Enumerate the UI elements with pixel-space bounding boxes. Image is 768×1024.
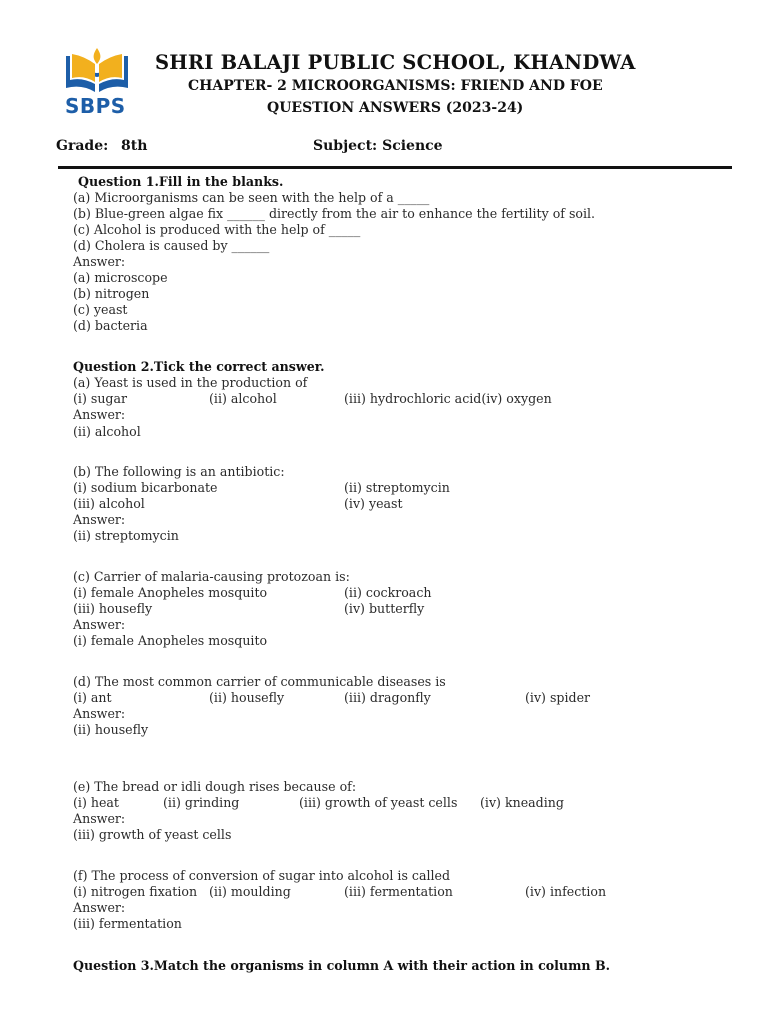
q2a-option: (i) sugar bbox=[73, 391, 128, 406]
grade-value: 8th bbox=[121, 138, 148, 154]
chapter-title: CHAPTER- 2 MICROORGANISMS: FRIEND AND FOE bbox=[188, 78, 603, 94]
q2d-option: (ii) housefly bbox=[209, 690, 285, 705]
q2c-option: (iv) butterfly bbox=[344, 601, 425, 616]
q1-answer: (a) microscope bbox=[73, 270, 168, 285]
q2b-question: (b) The following is an antibiotic: bbox=[73, 464, 285, 479]
q2c-option: (ii) cockroach bbox=[344, 585, 432, 600]
q2f-option: (iii) fermentation bbox=[344, 884, 453, 899]
q2e-option: (i) heat bbox=[73, 795, 119, 810]
q2c-option: (iii) housefly bbox=[73, 601, 153, 616]
q2b-option: (iv) yeast bbox=[344, 496, 403, 511]
q2e-answer-label: Answer: bbox=[73, 811, 126, 826]
q2a-option: (iii) hydrochloric acid(iv) oxygen bbox=[344, 391, 552, 406]
q2c-answer-label: Answer: bbox=[73, 617, 126, 632]
q2a-answer: (ii) alcohol bbox=[73, 424, 141, 439]
q1-title: Question 1.Fill in the blanks. bbox=[78, 174, 284, 189]
q2d-option: (iii) dragonfly bbox=[344, 690, 431, 705]
q1-answer: (c) yeast bbox=[73, 302, 128, 317]
q2b-option: (iii) alcohol bbox=[73, 496, 145, 511]
q1-line: (a) Microorganisms can be seen with the help of a _____ bbox=[73, 190, 430, 205]
q1-line: (d) Cholera is caused by ______ bbox=[73, 238, 270, 253]
q2f-option: (iv) infection bbox=[525, 884, 607, 899]
q2b-answer-label: Answer: bbox=[73, 512, 126, 527]
q3-title: Question 3.Match the organisms in column A with their action in column B. bbox=[73, 958, 610, 973]
header-divider bbox=[58, 166, 732, 169]
q2f-answer-label: Answer: bbox=[73, 900, 126, 915]
q2b-option: (i) sodium bicarbonate bbox=[73, 480, 218, 495]
q2e-answer: (iii) growth of yeast cells bbox=[73, 827, 232, 842]
q2b-option: (ii) streptomycin bbox=[344, 480, 450, 495]
q2f-option: (ii) moulding bbox=[209, 884, 291, 899]
q1-line: (b) Blue-green algae fix ______ directly from the air to enhance the fertility of soil. bbox=[73, 206, 596, 221]
q2b-answer: (ii) streptomycin bbox=[73, 528, 179, 543]
q2d-option: (i) ant bbox=[73, 690, 112, 705]
q2a-option: (ii) alcohol bbox=[209, 391, 277, 406]
q2c-option: (i) female Anopheles mosquito bbox=[73, 585, 268, 600]
document-title: QUESTION ANSWERS (2023-24) bbox=[267, 100, 524, 116]
subject-label: Subject: Science bbox=[313, 138, 443, 154]
q2e-option: (ii) grinding bbox=[163, 795, 240, 810]
q2c-answer: (i) female Anopheles mosquito bbox=[73, 633, 268, 648]
grade-label: Grade: bbox=[56, 138, 109, 154]
q2f-option: (i) nitrogen fixation bbox=[73, 884, 198, 899]
q2d-answer: (ii) housefly bbox=[73, 722, 149, 737]
q1-answer: (d) bacteria bbox=[73, 318, 148, 333]
school-name: SHRI BALAJI PUBLIC SCHOOL, KHANDWA bbox=[155, 51, 636, 74]
q1-line: (c) Alcohol is produced with the help of _____ bbox=[73, 222, 361, 237]
q2a-question: (a) Yeast is used in the production of bbox=[73, 375, 308, 390]
school-logo bbox=[62, 44, 132, 118]
q2d-option: (iv) spider bbox=[525, 690, 591, 705]
q2c-question: (c) Carrier of malaria-causing protozoan is: bbox=[73, 569, 350, 584]
q1-answer-label: Answer: bbox=[73, 254, 126, 269]
q2e-option: (iii) growth of yeast cells bbox=[299, 795, 458, 810]
q2d-question: (d) The most common carrier of communicable diseases is bbox=[73, 674, 446, 689]
q2f-answer: (iii) fermentation bbox=[73, 916, 182, 931]
q2d-answer-label: Answer: bbox=[73, 706, 126, 721]
q2e-question: (e) The bread or idli dough rises because of: bbox=[73, 779, 357, 794]
logo-text: SBPS bbox=[65, 94, 126, 118]
q2f-question: (f) The process of conversion of sugar into alcohol is called bbox=[73, 868, 451, 883]
q2-title: Question 2.Tick the correct answer. bbox=[73, 359, 325, 374]
q2a-answer-label: Answer: bbox=[73, 407, 126, 422]
q2e-option: (iv) kneading bbox=[480, 795, 564, 810]
q1-answer: (b) nitrogen bbox=[73, 286, 150, 301]
